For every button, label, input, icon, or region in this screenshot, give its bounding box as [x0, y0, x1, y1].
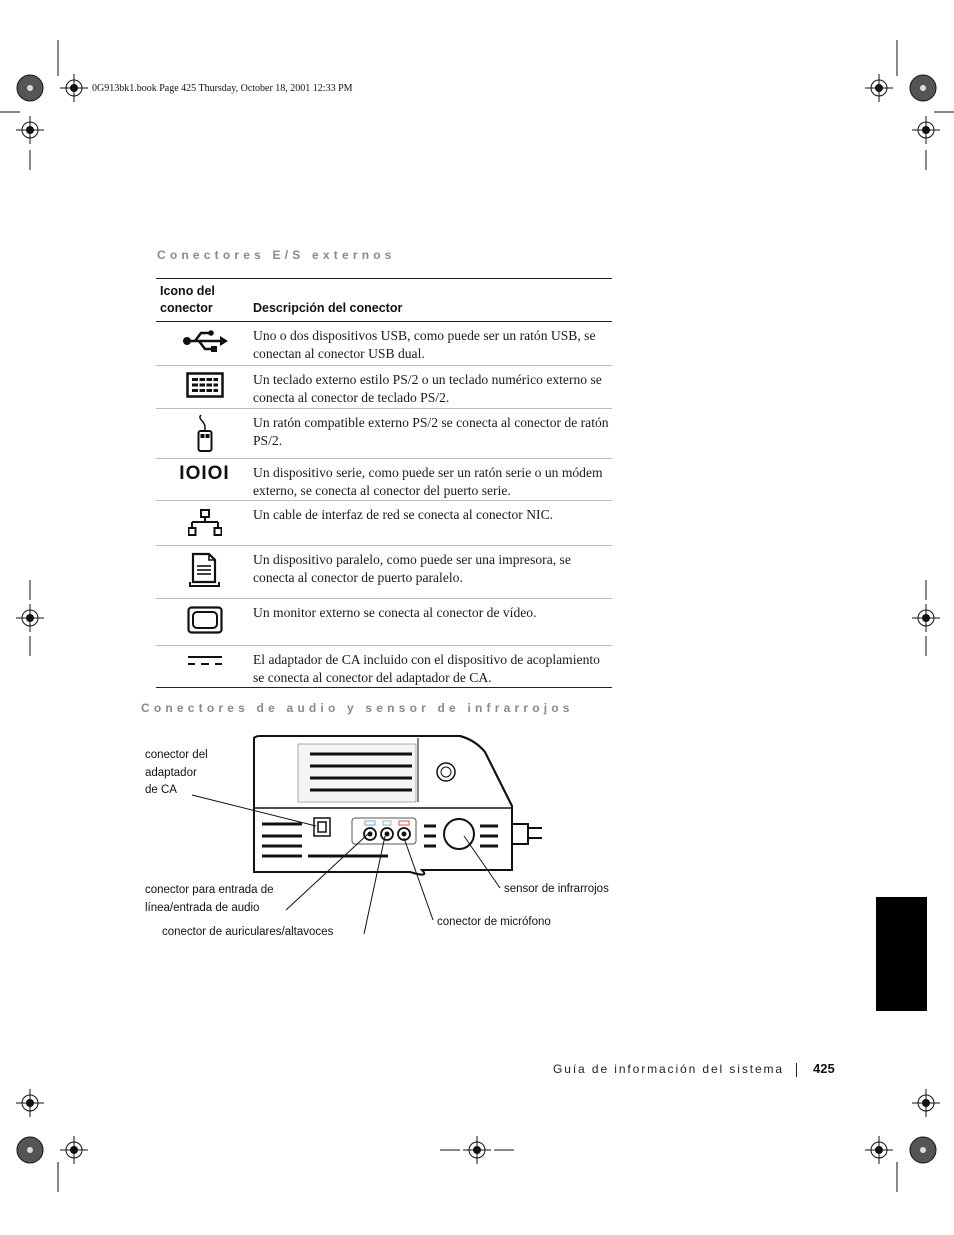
keyboard-icon	[156, 366, 253, 408]
mouse-icon	[156, 409, 253, 458]
table-row	[156, 409, 612, 459]
table-row	[156, 366, 612, 409]
column-header-description: Descripción del conector	[253, 301, 403, 315]
usb-icon	[156, 322, 253, 365]
row-description: Un cable de interfaz de red se conecta al conector NIC.	[253, 507, 554, 522]
serial-glyph: IOIOI	[179, 463, 230, 484]
table-row	[156, 646, 612, 688]
table-row	[156, 501, 612, 546]
label-line-in-connector: conector para entrada de línea/entrada de audio	[145, 884, 274, 914]
label-infrared-sensor: sensor de infrarrojos	[504, 883, 609, 895]
row-description: Un dispositivo paralelo, como puede ser una impresora, se conecta al conector de puerto paralelo.	[253, 552, 571, 585]
footer-guide-title: Guía de información del sistema	[553, 1062, 784, 1076]
dc-power-icon	[156, 646, 253, 687]
table-row	[156, 546, 612, 599]
table-header	[156, 279, 612, 322]
row-description: Un dispositivo serie, como puede ser un ratón serie o un módem externo, se conecta al conector del puerto serie.	[253, 465, 603, 498]
row-description: El adaptador de CA incluido con el dispositivo de acoplamiento se conecta al conector del adaptador de CA.	[253, 652, 600, 685]
column-header-icon: Icono del conector	[160, 284, 215, 315]
print-header: 0G913bk1.book Page 425 Thursday, October 18, 2001 12:33 PM	[92, 83, 353, 94]
page-number: 425	[813, 1061, 835, 1076]
table-row	[156, 459, 612, 501]
row-description: Un ratón compatible externo PS/2 se conecta al conector de ratón PS/2.	[253, 415, 609, 448]
serial-port-icon	[156, 459, 253, 500]
section-title-audio: Conectores de audio y sensor de infrarrojos	[141, 701, 574, 715]
parallel-printer-icon	[156, 546, 253, 598]
thumb-index-tab	[876, 897, 927, 1011]
label-ac-adapter-connector: conector del adaptador de CA	[145, 749, 208, 796]
table-row	[156, 599, 612, 646]
label-microphone-connector: conector de micrófono	[437, 916, 551, 928]
row-description: Un monitor externo se conecta al conector de vídeo.	[253, 605, 537, 620]
section-title-io: Conectores E/S externos	[157, 248, 396, 262]
footer-separator	[796, 1063, 797, 1077]
connector-table	[156, 278, 612, 688]
row-description: Uno o dos dispositivos USB, como puede ser un ratón USB, se conectan al conector USB dual.	[253, 328, 596, 361]
row-description: Un teclado externo estilo PS/2 o un teclado numérico externo se conecta al conector de teclado PS/2.	[253, 372, 602, 405]
video-monitor-icon	[156, 599, 253, 645]
label-headphones-connector: conector de auriculares/altavoces	[162, 926, 334, 938]
table-row	[156, 322, 612, 366]
network-icon	[156, 501, 253, 545]
